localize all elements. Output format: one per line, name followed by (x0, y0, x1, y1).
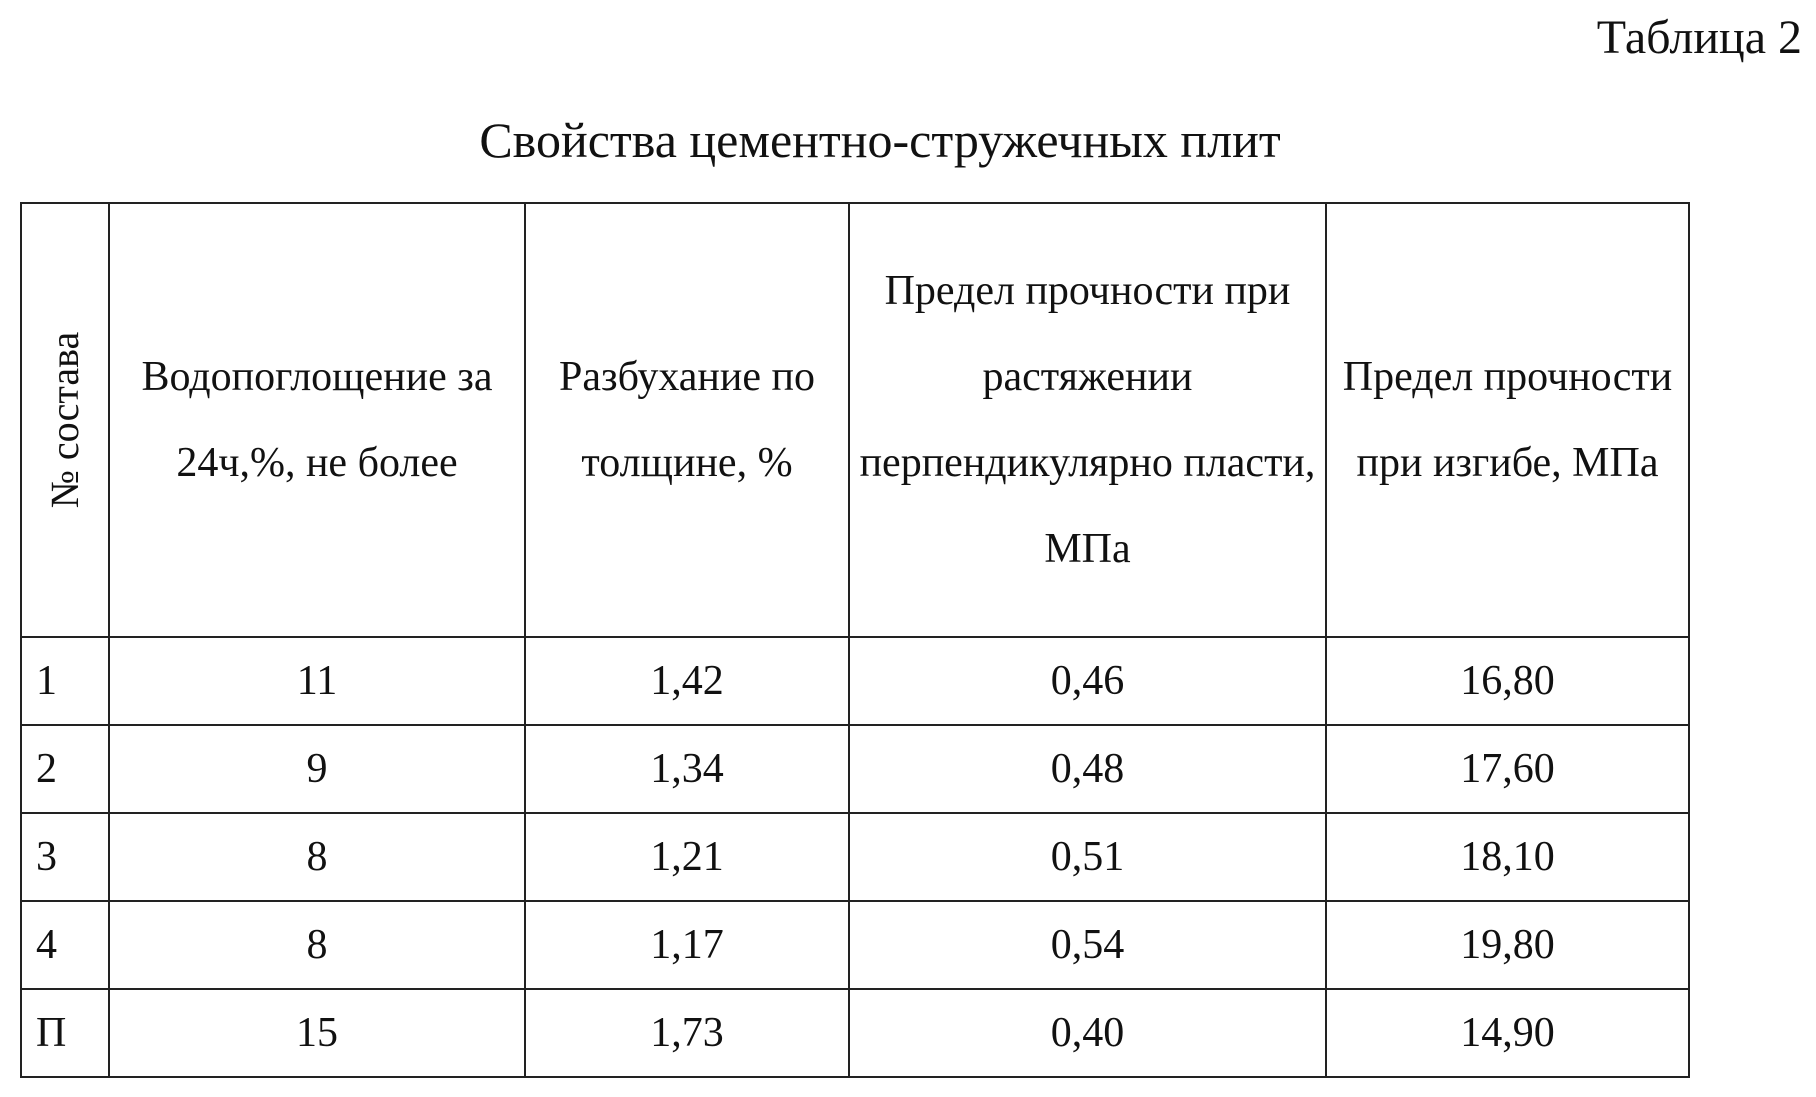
cell-water-absorption: 9 (109, 725, 525, 813)
cell-water-absorption: 11 (109, 637, 525, 725)
header-water-absorption-label: Водопоглощение за 24ч,%, не более (141, 354, 493, 486)
table-row (21, 725, 1689, 813)
table-row (21, 989, 1689, 1077)
cell-composition-number: 4 (21, 901, 109, 989)
header-water-absorption (109, 203, 525, 637)
table-row (21, 637, 1689, 725)
properties-table (20, 202, 1690, 1078)
header-swelling-label: Разбухание по толщине, % (558, 354, 816, 486)
cell-water-absorption: 8 (109, 901, 525, 989)
cell-bending-strength: 18,10 (1326, 813, 1689, 901)
cell-bending-strength: 16,80 (1326, 637, 1689, 725)
cell-water-absorption: 8 (109, 813, 525, 901)
cell-composition-number: 1 (21, 637, 109, 725)
cell-bending-strength: 17,60 (1326, 725, 1689, 813)
cell-water-absorption: 15 (109, 989, 525, 1077)
header-bending-strength (1326, 203, 1689, 637)
cell-composition-number: 3 (21, 813, 109, 901)
cell-tensile-strength: 0,54 (849, 901, 1326, 989)
table-row (21, 813, 1689, 901)
cell-swelling: 1,42 (525, 637, 849, 725)
cell-swelling: 1,21 (525, 813, 849, 901)
cell-bending-strength: 19,80 (1326, 901, 1689, 989)
header-bending-strength-label: Предел прочности при изгибе, МПа (1342, 354, 1673, 486)
cell-bending-strength: 14,90 (1326, 989, 1689, 1077)
table-caption: Свойства цементно-стружечных плит (479, 112, 1281, 168)
cell-tensile-strength: 0,51 (849, 813, 1326, 901)
cell-tensile-strength: 0,46 (849, 637, 1326, 725)
cell-swelling: 1,34 (525, 725, 849, 813)
cell-swelling: 1,17 (525, 901, 849, 989)
header-tensile-strength (849, 203, 1326, 637)
header-swelling (525, 203, 849, 637)
cell-composition-number: П (21, 989, 109, 1077)
cell-swelling: 1,73 (525, 989, 849, 1077)
header-composition-number (21, 203, 109, 637)
header-composition-number-label: № состава (42, 331, 87, 509)
cell-composition-number: 2 (21, 725, 109, 813)
table-number-label: Таблица 2 (1596, 11, 1802, 64)
cell-tensile-strength: 0,40 (849, 989, 1326, 1077)
table-header-row (21, 203, 1689, 637)
cell-tensile-strength: 0,48 (849, 725, 1326, 813)
table-row (21, 901, 1689, 989)
header-tensile-strength-label: Предел прочности при растяжении перпендикулярно пласти, МПа (859, 268, 1316, 572)
